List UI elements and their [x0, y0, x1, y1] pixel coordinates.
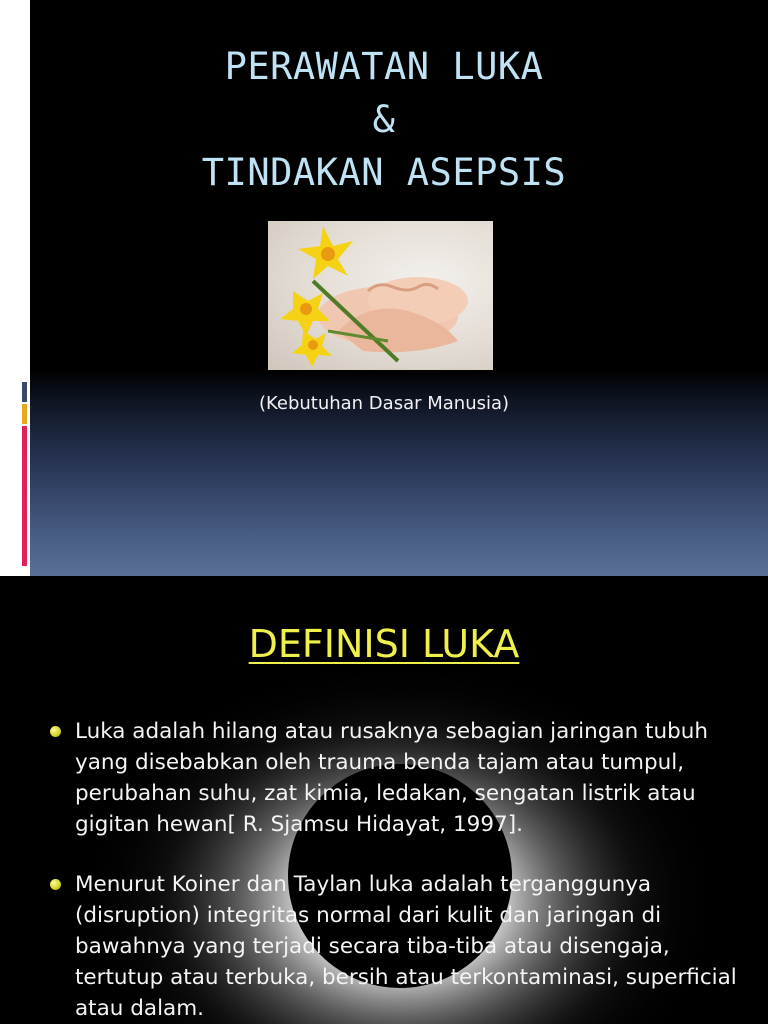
slide-title: [30, 40, 738, 199]
list-item: [48, 716, 748, 840]
flower-in-hands-photo: [268, 221, 493, 370]
flower-in-hands-icon: [268, 221, 493, 370]
accent-bar-pink: [22, 426, 27, 566]
accent-bar-gold: [22, 404, 27, 424]
bullet-text: Menurut Koiner dan Taylan luka adalah terganggunya (disruption) integritas normal dari kulit dan jaringan di bawahnya yang terjadi secara tiba-tiba atau disengaja, tertutup atau terbuka, bersih atau terkontaminasi, superficial atau dalam.: [75, 872, 737, 1021]
definition-slide: [0, 576, 768, 1024]
bullet-text: Luka adalah hilang atau rusaknya sebagian jaringan tubuh yang disebabkan oleh trauma benda tajam atau tumpul, perubahan suhu, zat kimia, ledakan, sengatan listrik atau gigitan hewan[ R. Sjamsu Hidayat, 1997].: [75, 719, 709, 837]
slide-title: [0, 622, 768, 666]
bullet-icon: [50, 879, 61, 890]
title-line-3: TINDAKAN ASEPSIS: [201, 151, 567, 194]
definition-title: DEFINISI LUKA: [248, 622, 520, 666]
corner-mark-icon: [14, 58, 29, 92]
title-line-2: &: [372, 98, 396, 141]
slide-subtitle: (Kebutuhan Dasar Manusia): [258, 393, 510, 414]
list-item: [48, 869, 748, 1024]
bullet-icon: [50, 726, 61, 737]
bullet-list: [48, 716, 748, 1024]
accent-bar-navy: [22, 382, 27, 402]
title-line-1: PERAWATAN LUKA: [224, 45, 544, 88]
